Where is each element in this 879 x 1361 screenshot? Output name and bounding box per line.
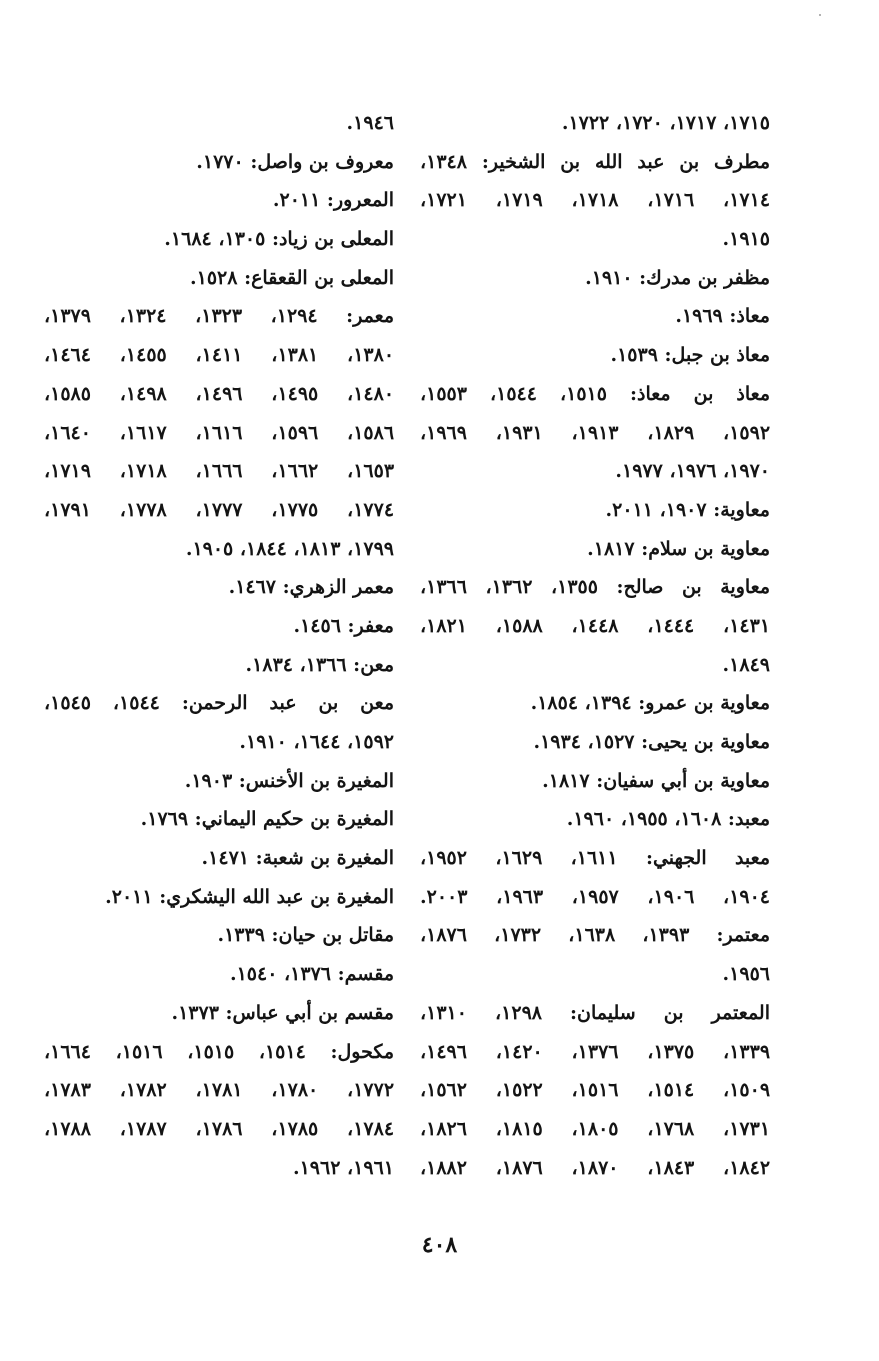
index-line: مكحول: ١٥١٤، ١٥١٥، ١٥١٦، ١٦٦٤، [44,1040,394,1063]
index-line: ١٩٤٦. [346,112,394,134]
scan-mark [819,14,821,16]
index-line: معن بن عبد الرحمن: ١٥٤٤، ١٥٤٥، [44,692,394,715]
index-line: معاوية بن سلام: ١٨١٧. [587,537,770,560]
index-line: معاوية بن عمرو: ١٣٩٤، ١٨٥٤. [530,692,770,715]
index-line: ١٩٦١، ١٩٦٢. [292,1156,394,1179]
index-line: ١٥٠٩، ١٥١٤، ١٥١٦، ١٥٢٢، ١٥٦٢، [420,1079,770,1102]
index-line: المغيرة بن حكيم اليماني: ١٧٦٩. [140,808,394,831]
index-line: ١٧١٥، ١٧١٧، ١٧٢٠، ١٧٢٢. [561,112,770,134]
index-line: معبد: ١٦٠٨، ١٩٥٥، ١٩٦٠. [566,808,770,831]
index-line: المعتمر بن سليمان: ١٢٩٨، ١٣١٠، [420,1001,770,1024]
index-line: ١٩١٥. [722,228,770,251]
index-line: معاوية بن يحيى: ١٥٢٧، ١٩٣٤. [533,731,770,753]
index-line: ١٤٣١، ١٤٤٤، ١٤٤٨، ١٥٨٨، ١٨٢١، [420,614,770,637]
index-line: ١٨٤٢، ١٨٤٣، ١٨٧٠، ١٨٧٦، ١٨٨٢، [420,1156,770,1179]
index-line: معاوية: ١٩٠٧، ٢٠١١. [605,498,770,521]
index-line: المعرور: ٢٠١١. [272,189,394,212]
index-line: معمر الزهري: ١٤٦٧. [228,576,394,599]
index-line: ١٧٨٤، ١٧٨٥، ١٧٨٦، ١٧٨٧، ١٧٨٨، [44,1117,394,1140]
index-line: مقاتل بن حيان: ١٣٣٩. [217,924,394,947]
index-line: المغيرة بن عبد الله اليشكري: ٢٠١١. [105,885,394,908]
index-line: معفر: ١٤٥٦. [293,614,394,637]
index-line: معتمر: ١٣٩٣، ١٦٣٨، ١٧٣٢، ١٨٧٦، [420,924,770,947]
index-line: معاذ: ١٩٦٩. [675,305,770,328]
index-line: معن: ١٣٦٦، ١٨٣٤. [245,653,394,676]
index-line: ١٩٧٠، ١٩٧٦، ١٩٧٧. [615,460,770,483]
index-line: المعلى بن زياد: ١٣٠٥، ١٦٨٤. [164,228,394,251]
index-line: ١٧٧٤، ١٧٧٥، ١٧٧٧، ١٧٧٨، ١٧٩١، [44,498,394,521]
index-line: ١٩٥٦. [722,963,770,986]
index-line: ١٧٧٢، ١٧٨٠، ١٧٨١، ١٧٨٢، ١٧٨٣، [44,1079,394,1102]
index-line: ١٧١٤، ١٧١٦، ١٧١٨، ١٧١٩، ١٧٢١، [420,189,770,212]
index-column-left [44,104,394,1187]
index-line: ١٧٣١، ١٧٦٨، ١٨٠٥، ١٨١٥، ١٨٢٦، [420,1117,770,1140]
index-line: معاذ بن معاذ: ١٥١٥، ١٥٤٤، ١٥٥٣، [420,382,770,405]
index-line: مطرف بن عبد الله بن الشخير: ١٣٤٨، [420,150,770,173]
index-line: المعلى بن القعقاع: ١٥٢٨. [190,266,394,289]
index-line: ١٤٨٠، ١٤٩٥، ١٤٩٦، ١٤٩٨، ١٥٨٥، [44,382,394,405]
index-line: ١٧٩٩، ١٨١٣، ١٨٤٤، ١٩٠٥. [185,537,394,560]
index-line: ١٦٥٣، ١٦٦٢، ١٦٦٦، ١٧١٨، ١٧١٩، [44,460,394,483]
index-line: معبد الجهني: ١٦١١، ١٦٢٩، ١٩٥٢، [420,847,770,870]
index-line: معروف بن واصل: ١٧٧٠. [196,150,394,173]
index-page [44,104,770,1214]
index-line: مظفر بن مدرك: ١٩١٠. [585,266,770,289]
index-line: مقسم: ١٣٧٦، ١٥٤٠. [229,963,394,986]
index-column-right [420,104,770,1187]
index-line: ١٩٠٤، ١٩٠٦، ١٩٥٧، ١٩٦٣، ٢٠٠٣. [420,885,770,908]
index-line: ١٥٩٢، ١٨٢٩، ١٩١٣، ١٩٣١، ١٩٦٩، [420,421,770,444]
index-line: ١٣٨٠، ١٣٨١، ١٤١١، ١٤٥٥، ١٤٦٤، [44,344,394,367]
index-line: ١٥٨٦، ١٥٩٦، ١٦١٦، ١٦١٧، ١٦٤٠، [44,421,394,444]
index-line: المغيرة بن شعبة: ١٤٧١. [201,847,394,870]
index-line: معاوية بن أبي سفيان: ١٨١٧. [542,769,770,792]
index-line: معاذ بن جبل: ١٥٣٩. [610,344,770,367]
index-line: ١٣٣٩، ١٣٧٥، ١٣٧٦، ١٤٢٠، ١٤٩٦، [420,1040,770,1063]
index-line: معمر: ١٢٩٤، ١٣٢٣، ١٣٢٤، ١٣٧٩، [44,305,394,328]
index-line: ١٥٩٢، ١٦٤٤، ١٩١٠. [239,731,394,753]
page-number: ٤٠٨ [421,1232,458,1258]
index-line: المغيرة بن الأخنس: ١٩٠٣. [184,769,394,792]
index-line: ١٨٤٩. [722,653,770,676]
index-line: مقسم بن أبي عباس: ١٣٧٣. [171,1001,394,1024]
index-line: معاوية بن صالح: ١٣٥٥، ١٣٦٢، ١٣٦٦، [420,576,770,599]
